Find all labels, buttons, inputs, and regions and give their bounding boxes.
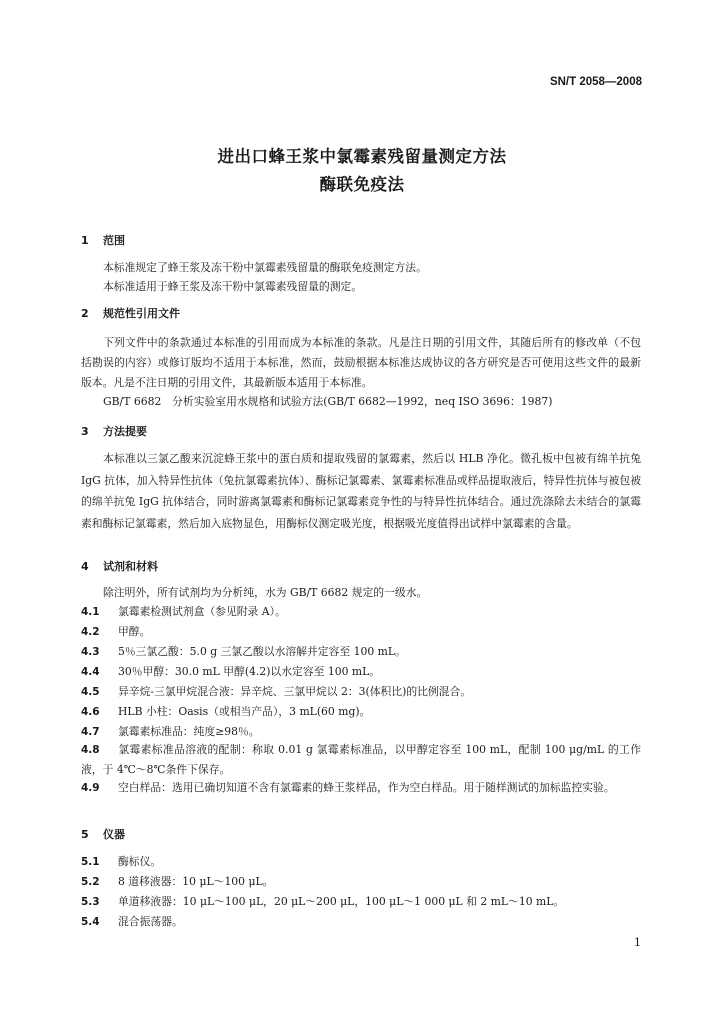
section-number: 4: [81, 560, 89, 573]
item-number: 4.5: [81, 686, 100, 698]
item-number: 5.1: [81, 856, 100, 868]
document-subtitle: 酶联免疫法: [319, 175, 405, 194]
item-number: 4.7: [81, 726, 100, 738]
paragraph: 本标准规定了蜂王浆及冻干粉中氯霉素残留量的酶联免疫测定方法。: [103, 261, 427, 274]
list-item: [81, 740, 641, 779]
section-heading-reagents: [81, 558, 158, 574]
item-text: 氯霉素标准品溶液的配制：称取 0.01 g 氯霉素标准品，以甲醇定容至 100 mL，配制 100 μg/mL 的工作液，于 4℃～8℃条件下保存。: [81, 743, 641, 776]
item-number: 4.9: [81, 782, 100, 794]
list-item: [81, 664, 380, 679]
item-number: 5.2: [81, 876, 100, 888]
item-number: 4.1: [81, 606, 100, 618]
section-heading-scope: [81, 232, 125, 248]
section-title: 方法提要: [103, 425, 147, 438]
section-number: 1: [81, 234, 89, 247]
list-item: [81, 778, 641, 798]
item-number: 4.4: [81, 666, 100, 678]
paragraph: 下列文件中的条款通过本标准的引用而成为本标准的条款。凡是注日期的引用文件，其随后所有的修改单（不包括勘误的内容）或修订版均不适用于本标准，然而，鼓励根据本标准达成协议的各方研究是否可使用这些文件的最新版本。凡是不注日期的引用文件，其最新版本适用于本标准。: [81, 336, 641, 389]
paragraph: 除注明外，所有试剂均为分析纯，水为 GB/T 6682 规定的一级水。: [103, 586, 428, 599]
section-heading-normative-references: [81, 305, 180, 321]
item-text: 单道移液器：10 μL～100 μL，20 μL～200 μL，100 μL～1 000 μL 和 2 mL～10 mL。: [118, 895, 565, 908]
list-item: [81, 624, 150, 639]
item-number: 5.4: [81, 916, 100, 928]
item-number: 5.3: [81, 896, 100, 908]
item-text: 30％甲醇：30.0 mL 甲醇(4.2)以水定容至 100 mL。: [118, 665, 381, 678]
item-text: 8 道移液器：10 μL～100 μL。: [118, 875, 274, 888]
paragraph: 本标准适用于蜂王浆及冻干粉中氯霉素残留量的测定。: [103, 280, 363, 293]
list-item: [81, 724, 260, 739]
list-item: [81, 604, 286, 619]
list-item: [81, 644, 406, 659]
section-number: 5: [81, 828, 89, 841]
section-number: 3: [81, 425, 89, 438]
item-number: 4.2: [81, 626, 100, 638]
item-number: 4.6: [81, 706, 100, 718]
item-text: 空白样品：选用已确切知道不含有氯霉素的蜂王浆样品，作为空白样品。用于随样测试的加标监控实验。: [118, 781, 615, 794]
section-heading-apparatus: [81, 826, 125, 842]
list-item: [81, 684, 471, 699]
item-text: 酶标仪。: [118, 855, 162, 868]
section-title: 规范性引用文件: [103, 307, 180, 320]
item-number: 4.3: [81, 646, 100, 658]
item-text: 混合振荡器。: [118, 915, 183, 928]
list-item: [81, 874, 273, 889]
list-item: [81, 914, 183, 929]
list-item: [81, 704, 370, 719]
standard-code: SN/T 2058—2008: [549, 76, 642, 88]
page-number: 1: [634, 936, 641, 949]
list-item: [81, 894, 564, 909]
section-title: 试剂和材料: [103, 560, 158, 573]
item-text: 5％三氯乙酸：5.0 g 三氯乙酸以水溶解并定容至 100 mL。: [118, 645, 406, 658]
list-item: [81, 854, 161, 869]
item-text: 氯霉素标准品：纯度≥98％。: [118, 725, 260, 738]
section-heading-method-summary: [81, 423, 147, 439]
item-text: HLB 小柱：Oasis（或相当产品），3 mL(60 mg)。: [118, 705, 371, 718]
section-number: 2: [81, 307, 89, 320]
section-title: 范围: [103, 234, 125, 247]
reference-entry: GB/T 6682 分析实验室用水规格和试验方法(GB/T 6682—1992，neq ISO 3696：1987): [103, 395, 553, 408]
item-text: 氯霉素检测试剂盒（参见附录 A）。: [118, 605, 286, 618]
section-title: 仪器: [103, 828, 125, 841]
item-text: 异辛烷-三氯甲烷混合液：异辛烷、三氯甲烷以 2：3(体积比)的比例混合。: [118, 685, 472, 698]
paragraph: 本标准以三氯乙酸来沉淀蜂王浆中的蛋白质和提取残留的氯霉素，然后以 HLB 净化。微孔板中包被有绵羊抗兔 IgG 抗体，加入特异性抗体（兔抗氯霉素抗体）、酶标记氯霉素、氯霉素标准品或样品提取液后，特异性抗体与被包被的绵羊抗兔 IgG 抗体结合，同时游离氯霉素和酶标记氯霉素竞争性的与特异性抗体结合。通过洗涤除去未结合的氯霉素和酶标记氯霉素，然后加入底物显色，用酶标仪测定吸光度，根据吸光度值得出试样中氯霉素的含量。: [81, 452, 641, 530]
document-title: 进出口蜂王浆中氯霉素残留量测定方法: [217, 147, 507, 166]
item-text: 甲醇。: [118, 625, 151, 638]
item-number: 4.8: [81, 744, 100, 756]
